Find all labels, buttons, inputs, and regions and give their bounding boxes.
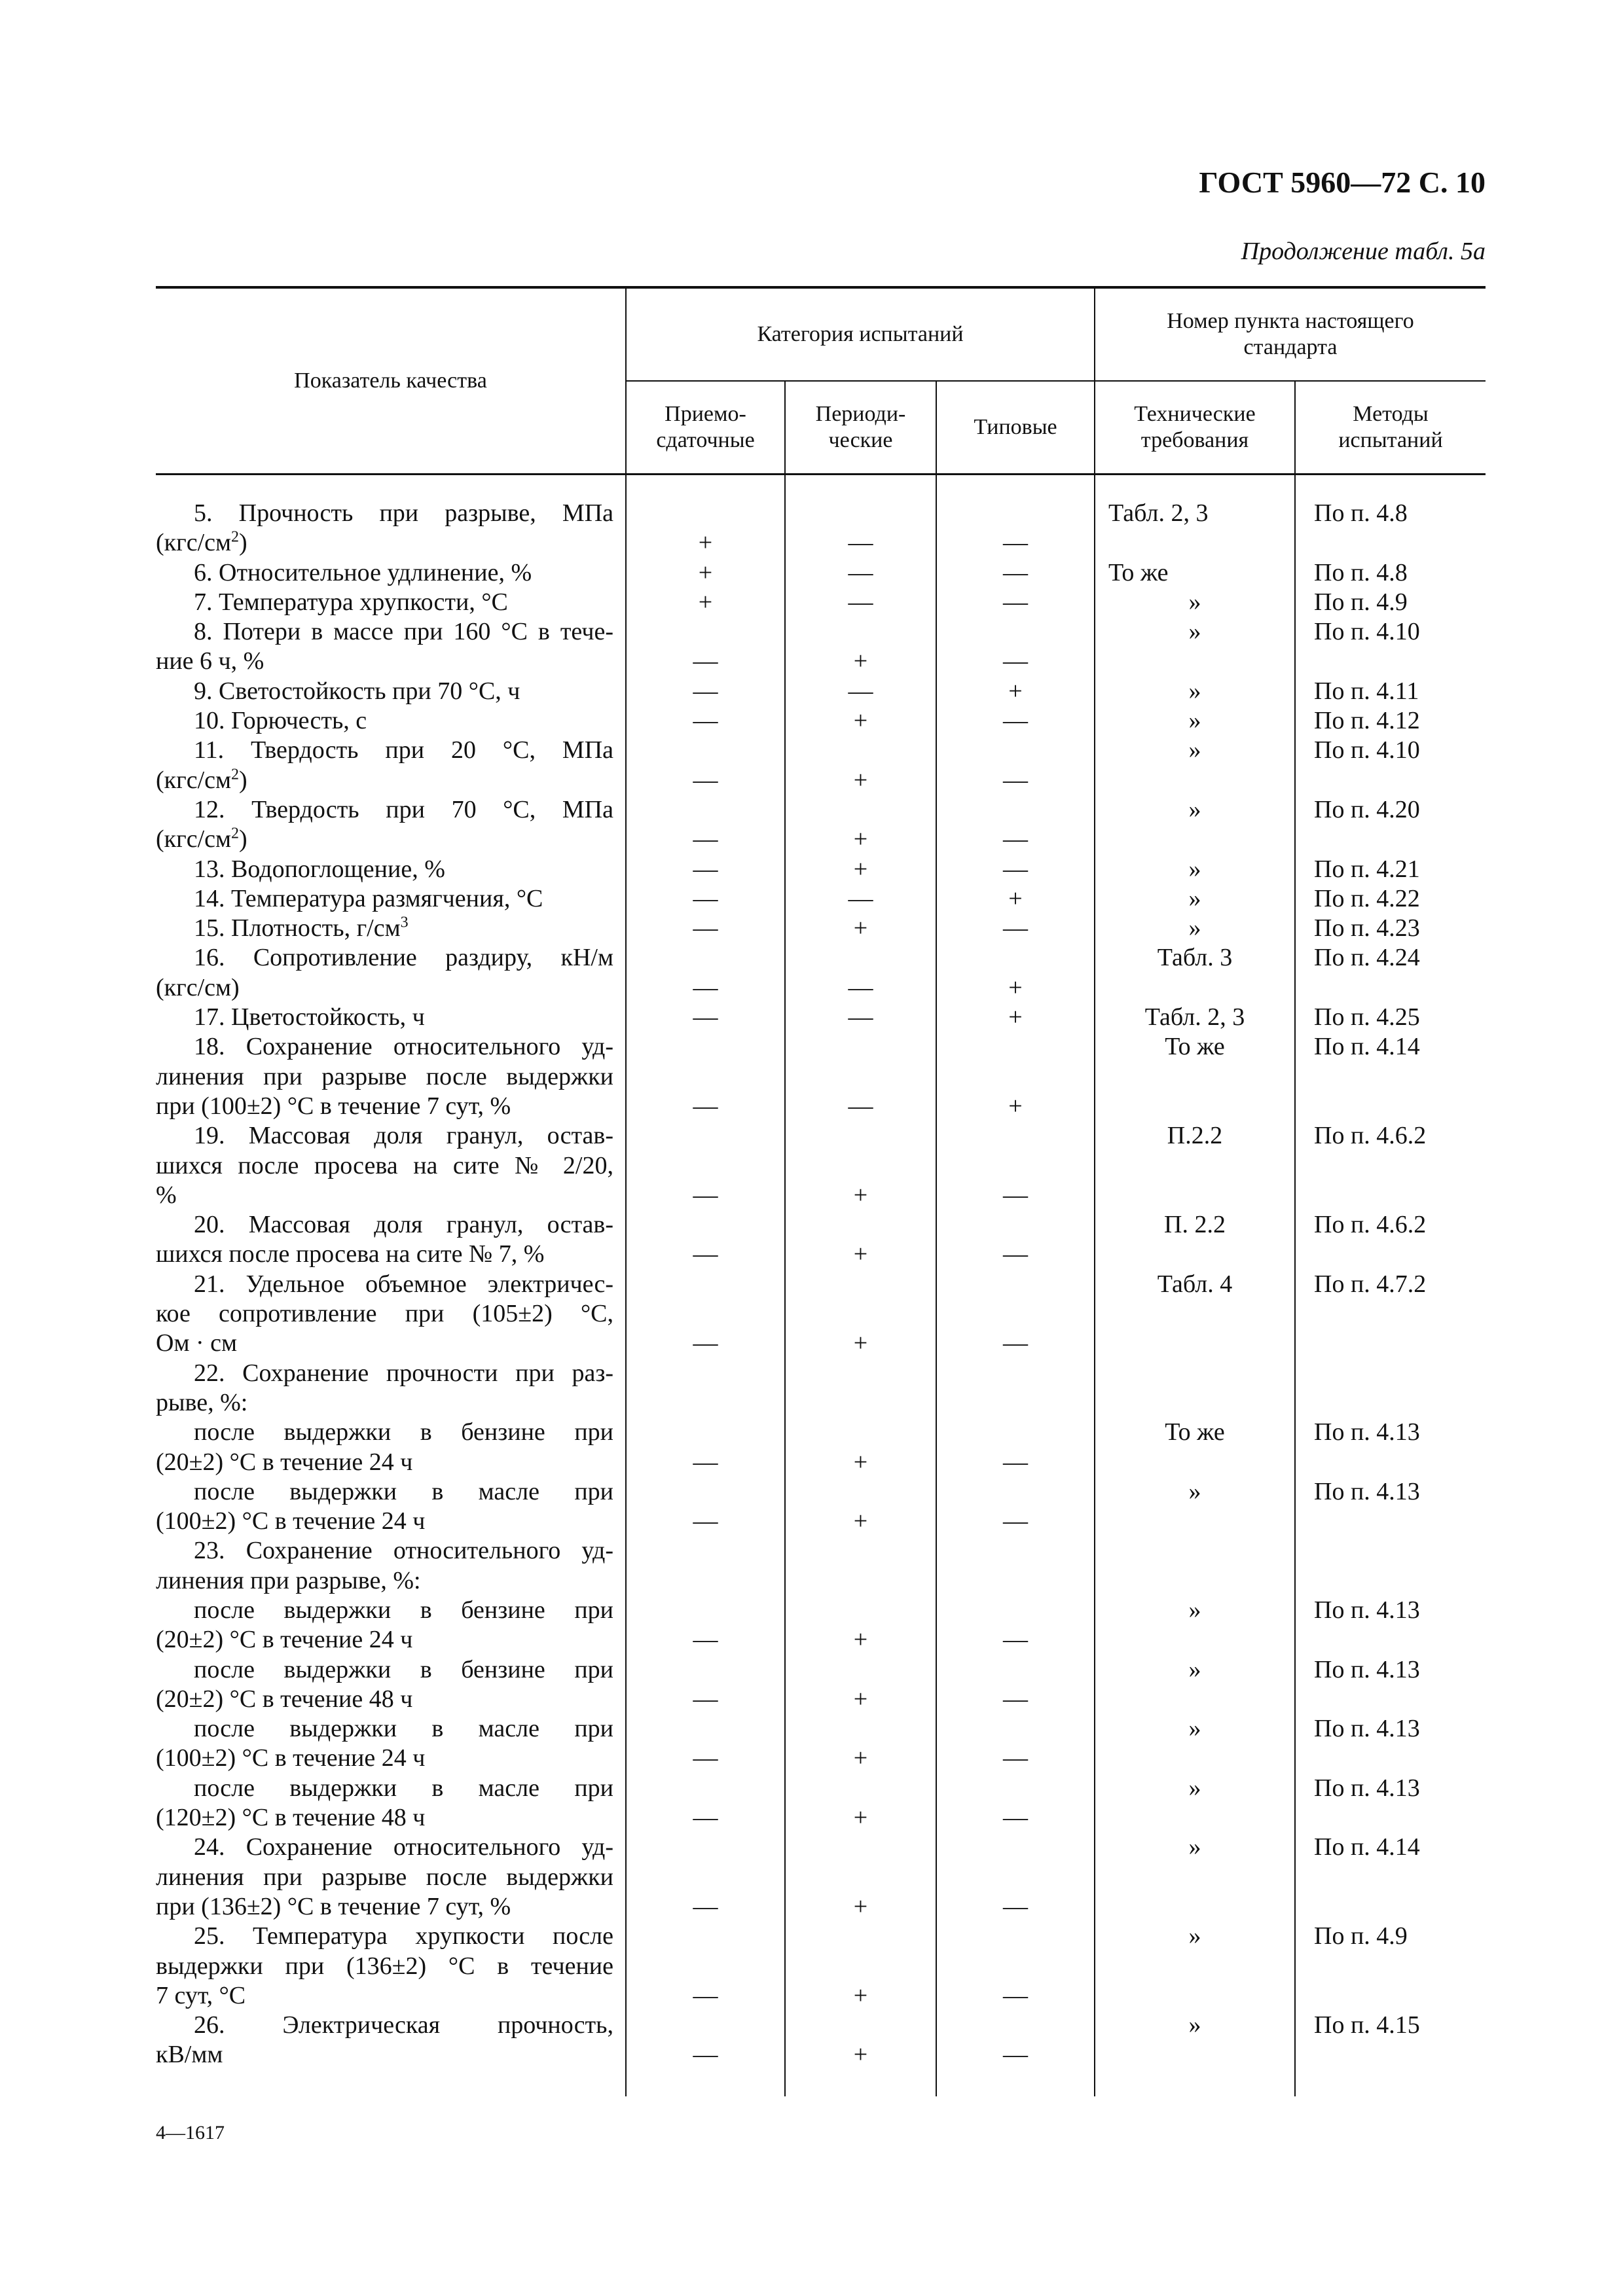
test-method-ref: По п. 4.12 [1295, 706, 1486, 736]
typical-test-mark: — [936, 2011, 1095, 2070]
acceptance-test-mark: — [626, 795, 785, 855]
quality-indicator-cell [156, 475, 626, 558]
periodic-test-mark: + [785, 914, 936, 943]
acceptance-test-mark: — [626, 736, 785, 795]
technical-requirement-ref: Табл. 2, 3 [1095, 1003, 1295, 1032]
quality-indicator-cell [156, 1922, 626, 2011]
acceptance-test-mark [626, 1536, 785, 1596]
quality-indicator-line: 26. Электрическая прочность, [194, 2011, 613, 2039]
acceptance-test-mark: — [626, 1418, 785, 1477]
quality-indicator-cell [156, 884, 626, 914]
quality-indicator-cell [156, 617, 626, 677]
table-row [156, 475, 1486, 558]
table-row [156, 2011, 1486, 2070]
table-row [156, 1774, 1486, 1833]
quality-indicator-line: после выдержки в бензине при [194, 1596, 613, 1624]
table-row [156, 1003, 1486, 1032]
test-method-ref: По п. 4.10 [1295, 736, 1486, 795]
periodic-test-mark: + [785, 1477, 936, 1537]
technical-requirement-ref: » [1095, 1774, 1295, 1833]
quality-indicator-line: 22. Сохранение прочности при раз- [194, 1359, 613, 1387]
test-method-ref: По п. 4.9 [1295, 1922, 1486, 2011]
acceptance-test-mark: — [626, 1922, 785, 2011]
technical-requirement-ref: » [1095, 1714, 1295, 1774]
typical-test-mark: + [936, 677, 1095, 706]
quality-indicator-line: $(кгс/см^2)$ [156, 825, 247, 853]
quality-indicator-line: рыве, %: [156, 1388, 248, 1416]
acceptance-test-mark: — [626, 884, 785, 914]
quality-indicator-line: 19. Массовая доля гранул, остав- [194, 1122, 613, 1150]
typical-test-mark: — [936, 1655, 1095, 1715]
quality-indicator-line: 8. Потери в массе при 160 °С в тече- [194, 618, 613, 646]
quality-indicator-line: линения при разрыве после выдержки [156, 1062, 613, 1090]
quality-indicator-line: ние 6 ч, % [156, 647, 264, 675]
quality-indicator-cell [156, 2011, 626, 2070]
quality-table [156, 286, 1486, 2096]
acceptance-test-mark: — [626, 1210, 785, 1270]
periodic-test-mark: — [785, 884, 936, 914]
quality-indicator-line: 23. Сохранение относительного уд- [194, 1537, 613, 1565]
typical-test-mark: — [936, 1596, 1095, 1655]
test-method-ref: По п. 4.13 [1295, 1418, 1486, 1477]
quality-indicator-line: при (136±2) °С в течение 7 сут, % [156, 1892, 511, 1920]
typical-test-mark: — [936, 1922, 1095, 2011]
column-group-standard-number: Номер пункта настоящего стандарта [1095, 287, 1486, 381]
typical-test-mark: — [936, 1477, 1095, 1537]
typical-test-mark: — [936, 1270, 1095, 1359]
acceptance-test-mark: — [626, 1655, 785, 1715]
test-method-ref: По п. 4.11 [1295, 677, 1486, 706]
table-row [156, 677, 1486, 706]
quality-indicator-cell [156, 914, 626, 943]
acceptance-test-mark: — [626, 943, 785, 1003]
acceptance-test-mark: — [626, 1003, 785, 1032]
quality-indicator-line: 15. Плотность, $г/см^3$ [194, 914, 409, 942]
periodic-test-mark: + [785, 1922, 936, 2011]
table-row [156, 1655, 1486, 1715]
column-header-quality: Показатель качества [156, 287, 626, 475]
typical-test-mark: — [936, 736, 1095, 795]
technical-requirement-ref: П. 2.2 [1095, 1210, 1295, 1270]
table-row [156, 1418, 1486, 1477]
quality-indicator-line: кое сопротивление при (105±2) °С, [156, 1300, 613, 1328]
spacer-cell [785, 2070, 936, 2096]
column-header-technical-requirements: Технические требования [1095, 381, 1295, 475]
acceptance-test-mark: + [626, 475, 785, 558]
periodic-test-mark: + [785, 1774, 936, 1833]
quality-indicator-cell [156, 1774, 626, 1833]
technical-requirement-ref [1095, 1536, 1295, 1596]
test-method-ref: По п. 4.14 [1295, 1833, 1486, 1922]
column-group-category: Категория испытаний [626, 287, 1095, 381]
table-row [156, 1210, 1486, 1270]
quality-indicator-line: после выдержки в масле при [194, 1715, 613, 1743]
quality-indicator-cell [156, 943, 626, 1003]
typical-test-mark: — [936, 475, 1095, 558]
periodic-test-mark: — [785, 558, 936, 588]
test-method-ref: По п. 4.6.2 [1295, 1121, 1486, 1210]
test-method-ref: По п. 4.21 [1295, 855, 1486, 884]
table-row [156, 1596, 1486, 1655]
quality-indicator-line: $(кгс/см^2)$ [156, 766, 247, 794]
spacer-cell [156, 2070, 626, 2096]
quality-indicator-cell [156, 677, 626, 706]
table-row [156, 1922, 1486, 2011]
quality-indicator-line: 10. Горючесть, с [194, 707, 367, 735]
technical-requirement-ref: » [1095, 884, 1295, 914]
periodic-test-mark: + [785, 1714, 936, 1774]
typical-test-mark: — [936, 1833, 1095, 1922]
technical-requirement-ref: » [1095, 914, 1295, 943]
quality-indicator-line: 11. Твердость при 20 °С, МПа [194, 736, 613, 764]
quality-indicator-cell [156, 558, 626, 588]
technical-requirement-ref: П.2.2 [1095, 1121, 1295, 1210]
acceptance-test-mark: — [626, 677, 785, 706]
typical-test-mark: — [936, 1774, 1095, 1833]
test-method-ref: По п. 4.23 [1295, 914, 1486, 943]
quality-indicator-line: (20±2) °С в течение 48 ч [156, 1685, 413, 1713]
periodic-test-mark: + [785, 1833, 936, 1922]
table-row [156, 884, 1486, 914]
periodic-test-mark: — [785, 943, 936, 1003]
quality-indicator-cell [156, 1003, 626, 1032]
test-method-ref: По п. 4.15 [1295, 2011, 1486, 2070]
table-row [156, 1270, 1486, 1359]
test-method-ref: По п. 4.13 [1295, 1714, 1486, 1774]
acceptance-test-mark: — [626, 1477, 785, 1537]
technical-requirement-ref: » [1095, 736, 1295, 795]
quality-indicator-cell [156, 588, 626, 617]
quality-indicator-line: (120±2) °С в течение 48 ч [156, 1804, 426, 1832]
acceptance-test-mark: — [626, 855, 785, 884]
typical-test-mark: — [936, 1714, 1095, 1774]
test-method-ref [1295, 1359, 1486, 1418]
acceptance-test-mark: — [626, 2011, 785, 2070]
acceptance-test-mark: — [626, 1833, 785, 1922]
quality-table-container [156, 286, 1486, 2096]
typical-test-mark: — [936, 1418, 1095, 1477]
periodic-test-mark: + [785, 1210, 936, 1270]
typical-test-mark: — [936, 1210, 1095, 1270]
quality-indicator-cell [156, 855, 626, 884]
quality-indicator-cell [156, 1833, 626, 1922]
quality-indicator-line: кВ/мм [156, 2041, 223, 2069]
technical-requirement-ref: » [1095, 1477, 1295, 1537]
typical-test-mark: — [936, 558, 1095, 588]
technical-requirement-ref: » [1095, 588, 1295, 617]
technical-requirement-ref: То же [1095, 558, 1295, 588]
quality-indicator-line: при (100±2) °С в течение 7 сут, % [156, 1092, 511, 1120]
acceptance-test-mark: — [626, 1774, 785, 1833]
column-header-test-methods: Методы испытаний [1295, 381, 1486, 475]
periodic-test-mark: + [785, 855, 936, 884]
periodic-test-mark: — [785, 475, 936, 558]
typical-test-mark: — [936, 914, 1095, 943]
quality-indicator-cell [156, 1270, 626, 1359]
quality-indicator-line: $(кгс/см^2)$ [156, 528, 247, 557]
column-header-acceptance: Приемо- сдаточные [626, 381, 785, 475]
quality-indicator-line: 5. Прочность при разрыве, МПа [194, 499, 613, 527]
typical-test-mark [936, 1536, 1095, 1596]
quality-indicator-line: 7. Температура хрупкости, °С [194, 588, 508, 616]
quality-indicator-cell [156, 736, 626, 795]
periodic-test-mark: + [785, 1655, 936, 1715]
acceptance-test-mark: + [626, 558, 785, 588]
table-row [156, 855, 1486, 884]
acceptance-test-mark: — [626, 914, 785, 943]
test-method-ref [1295, 1536, 1486, 1596]
quality-indicator-cell [156, 795, 626, 855]
quality-indicator-line: после выдержки в масле при [194, 1477, 613, 1505]
typical-test-mark: + [936, 884, 1095, 914]
quality-indicator-line: линения при разрыве, %: [156, 1566, 421, 1594]
quality-indicator-line: 13. Водопоглощение, % [194, 855, 445, 883]
table-row [156, 558, 1486, 588]
acceptance-test-mark: — [626, 1714, 785, 1774]
quality-indicator-cell [156, 1477, 626, 1537]
quality-indicator-line: % [156, 1181, 177, 1209]
acceptance-test-mark: — [626, 1121, 785, 1210]
quality-indicator-cell [156, 706, 626, 736]
quality-indicator-line: 6. Относительное удлинение, % [194, 558, 532, 586]
quality-indicator-line: 7 сут, °С [156, 1981, 246, 2009]
quality-indicator-line: после выдержки в бензине при [194, 1655, 613, 1683]
typical-test-mark: — [936, 795, 1095, 855]
acceptance-test-mark: + [626, 588, 785, 617]
quality-indicator-line: 16. Сопротивление раздиру, кН/м [194, 944, 613, 972]
technical-requirement-ref: » [1095, 1833, 1295, 1922]
table-row [156, 1714, 1486, 1774]
test-method-ref: По п. 4.10 [1295, 617, 1486, 677]
table-row [156, 617, 1486, 677]
periodic-test-mark: — [785, 677, 936, 706]
table-continuation-label: Продолжение табл. 5а [1241, 238, 1486, 265]
quality-indicator-line: (20±2) °С в течение 24 ч [156, 1448, 413, 1476]
technical-requirement-ref: Табл. 4 [1095, 1270, 1295, 1359]
technical-requirement-ref: » [1095, 855, 1295, 884]
technical-requirement-ref [1095, 1359, 1295, 1418]
technical-requirement-ref: » [1095, 677, 1295, 706]
quality-indicator-cell [156, 1032, 626, 1121]
quality-indicator-line: выдержки при (136±2) °С в течение [156, 1952, 613, 1980]
typical-test-mark: + [936, 943, 1095, 1003]
quality-table-body [156, 475, 1486, 2096]
periodic-test-mark: + [785, 617, 936, 677]
quality-indicator-line: (кгс/см) [156, 973, 240, 1001]
technical-requirement-ref: » [1095, 706, 1295, 736]
test-method-ref: По п. 4.6.2 [1295, 1210, 1486, 1270]
technical-requirement-ref: То же [1095, 1032, 1295, 1121]
quality-indicator-line: 12. Твердость при 70 °С, МПа [194, 795, 613, 823]
table-row [156, 1359, 1486, 1418]
periodic-test-mark [785, 1359, 936, 1418]
technical-requirement-ref: » [1095, 1596, 1295, 1655]
quality-indicator-line: после выдержки в масле при [194, 1774, 613, 1802]
test-method-ref: По п. 4.25 [1295, 1003, 1486, 1032]
technical-requirement-ref: » [1095, 617, 1295, 677]
quality-indicator-line: линения при разрыве после выдержки [156, 1863, 613, 1891]
table-row [156, 1536, 1486, 1596]
typical-test-mark: — [936, 1121, 1095, 1210]
quality-indicator-line: Ом · см [156, 1329, 238, 1357]
quality-indicator-line: 9. Светостойкость при 70 °С, ч [194, 677, 520, 705]
periodic-test-mark: + [785, 736, 936, 795]
quality-indicator-cell [156, 1418, 626, 1477]
quality-indicator-cell [156, 1121, 626, 1210]
test-method-ref: По п. 4.14 [1295, 1032, 1486, 1121]
periodic-test-mark: + [785, 2011, 936, 2070]
table-row [156, 1477, 1486, 1537]
test-method-ref: По п. 4.8 [1295, 558, 1486, 588]
periodic-test-mark: + [785, 1270, 936, 1359]
typical-test-mark: — [936, 617, 1095, 677]
typical-test-mark [936, 1359, 1095, 1418]
table-row [156, 914, 1486, 943]
table-row [156, 1833, 1486, 1922]
quality-indicator-cell [156, 1359, 626, 1418]
test-method-ref: По п. 4.13 [1295, 1596, 1486, 1655]
quality-indicator-line: шихся после просева на сите № 7, % [156, 1240, 545, 1268]
quality-indicator-line: (20±2) °С в течение 24 ч [156, 1626, 413, 1654]
quality-indicator-line: после выдержки в бензине при [194, 1418, 613, 1446]
footer-page-code: 4—1617 [156, 2122, 225, 2144]
quality-indicator-line: 17. Цветостойкость, ч [194, 1003, 425, 1031]
table-row [156, 943, 1486, 1003]
table-row [156, 706, 1486, 736]
acceptance-test-mark: — [626, 1032, 785, 1121]
periodic-test-mark: + [785, 1418, 936, 1477]
quality-indicator-line: 18. Сохранение относительного уд- [194, 1033, 613, 1061]
acceptance-test-mark: — [626, 1270, 785, 1359]
spacer-cell [936, 2070, 1095, 2096]
test-method-ref: По п. 4.20 [1295, 795, 1486, 855]
periodic-test-mark: + [785, 706, 936, 736]
table-bottom-spacer [156, 2070, 1486, 2096]
test-method-ref: По п. 4.8 [1295, 475, 1486, 558]
quality-indicator-line: (100±2) °С в течение 24 ч [156, 1507, 426, 1535]
typical-test-mark: + [936, 1003, 1095, 1032]
quality-indicator-cell [156, 1536, 626, 1596]
periodic-test-mark: + [785, 795, 936, 855]
spacer-cell [1295, 2070, 1486, 2096]
periodic-test-mark: — [785, 1003, 936, 1032]
typical-test-mark: + [936, 1032, 1095, 1121]
quality-indicator-cell [156, 1714, 626, 1774]
page-header-title: ГОСТ 5960—72 С. 10 [1199, 166, 1486, 199]
acceptance-test-mark: — [626, 706, 785, 736]
test-method-ref: По п. 4.13 [1295, 1655, 1486, 1715]
quality-indicator-line: шихся после просева на сите № 2/20, [156, 1151, 613, 1179]
column-header-periodic: Периоди- ческие [785, 381, 936, 475]
spacer-cell [626, 2070, 785, 2096]
quality-indicator-line: 21. Удельное объемное электричес- [194, 1270, 613, 1298]
typical-test-mark: — [936, 855, 1095, 884]
technical-requirement-ref: Табл. 3 [1095, 943, 1295, 1003]
quality-indicator-cell [156, 1655, 626, 1715]
typical-test-mark: — [936, 588, 1095, 617]
test-method-ref: По п. 4.24 [1295, 943, 1486, 1003]
technical-requirement-ref: » [1095, 2011, 1295, 2070]
periodic-test-mark: — [785, 588, 936, 617]
spacer-cell [1095, 2070, 1295, 2096]
periodic-test-mark: + [785, 1596, 936, 1655]
quality-indicator-line: 14. Температура размягчения, °С [194, 884, 543, 912]
technical-requirement-ref: То же [1095, 1418, 1295, 1477]
technical-requirement-ref: » [1095, 1922, 1295, 2011]
test-method-ref: По п. 4.7.2 [1295, 1270, 1486, 1359]
test-method-ref: По п. 4.9 [1295, 588, 1486, 617]
table-row [156, 795, 1486, 855]
periodic-test-mark: + [785, 1121, 936, 1210]
quality-indicator-line: 24. Сохранение относительного уд- [194, 1833, 613, 1861]
periodic-test-mark: — [785, 1032, 936, 1121]
technical-requirement-ref: » [1095, 1655, 1295, 1715]
acceptance-test-mark: — [626, 617, 785, 677]
test-method-ref: По п. 4.13 [1295, 1774, 1486, 1833]
table-row [156, 588, 1486, 617]
quality-indicator-line: 20. Массовая доля гранул, остав- [194, 1211, 613, 1239]
column-header-typical: Типовые [936, 381, 1095, 475]
table-row [156, 736, 1486, 795]
quality-indicator-cell [156, 1596, 626, 1655]
technical-requirement-ref: Табл. 2, 3 [1095, 475, 1295, 558]
quality-indicator-line: 25. Температура хрупкости после [194, 1922, 613, 1950]
test-method-ref: По п. 4.22 [1295, 884, 1486, 914]
periodic-test-mark [785, 1536, 936, 1596]
technical-requirement-ref: » [1095, 795, 1295, 855]
table-row [156, 1121, 1486, 1210]
typical-test-mark: — [936, 706, 1095, 736]
acceptance-test-mark: — [626, 1596, 785, 1655]
acceptance-test-mark [626, 1359, 785, 1418]
quality-indicator-line: (100±2) °С в течение 24 ч [156, 1744, 426, 1772]
table-row [156, 1032, 1486, 1121]
test-method-ref: По п. 4.13 [1295, 1477, 1486, 1537]
quality-indicator-cell [156, 1210, 626, 1270]
